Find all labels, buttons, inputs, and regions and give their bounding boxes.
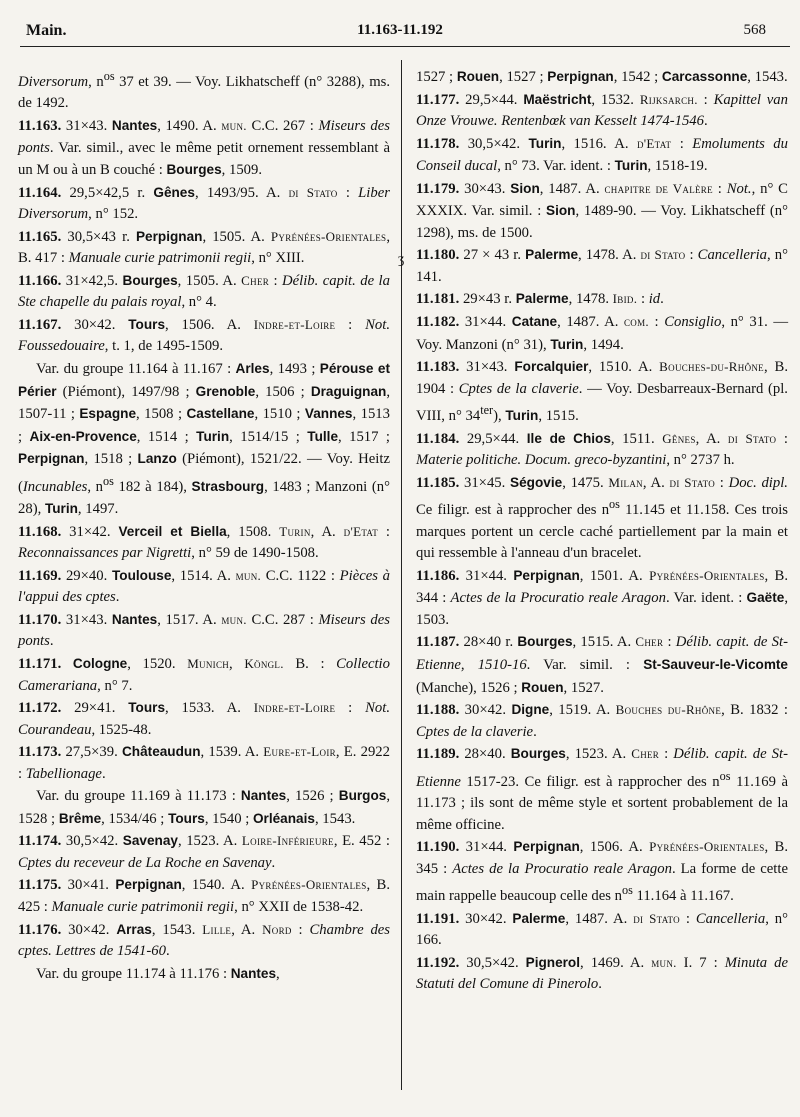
catalog-entry: 11.187. 28×40 r. Bourges, 1515. A. Cher : Délib. capit. de St-Etienne, 1510-16. Var. simil. : St-Sauveur-le-Vicomte (Manche), 1526 ; Rouen, 1527. — [416, 634, 788, 696]
catalog-entry: 11.183. 31×43. Forcalquier, 1510. A. Bouches-du-Rhône, B. 1904 : Cptes de la claverie. — Voy. Desbarreaux-Bernard (pl. VIII, n° $34^{ter}$), Turin, 1515. — [416, 359, 788, 425]
left-column — [18, 66, 390, 985]
catalog-entry: 11.173. 27,5×39. Châteaudun, 1539. A. Eure-et-Loir, E. 2922 : Tabellionage. — [18, 744, 390, 782]
margin-mark: ʒ — [398, 252, 405, 267]
catalog-entry: 11.170. 31×43. Nantes, 1517. A. mun. C.C. 287 : Miseurs des ponts. — [18, 611, 390, 650]
catalog-entry: 11.180. 27 × 43 r. Palerme, 1478. A. di Stato : Cancelleria, n° 141. — [416, 247, 788, 285]
catalog-entry: 1527 ; Rouen, 1527 ; Perpignan, 1542 ; Carcassonne, 1543. — [416, 69, 788, 85]
catalog-entry: 11.171. Cologne, 1520. Munich, Köngl. B. : Collectio Camerariana, n° 7. — [18, 656, 390, 694]
catalog-entry: 11.166. 31×42,5. Bourges, 1505. A. Cher : Délib. capit. de la Ste chapelle du palais royal, n° 4. — [18, 272, 390, 311]
catalog-entry: 11.181. 29×43 r. Palerme, 1478. Ibid. : id. — [416, 291, 664, 308]
catalog-entry: 11.190. 31×44. Perpignan, 1506. A. Pyrénées-Orientales, B. 345 : Actes de la Procuratio reale Aragon. La forme de cette main rappelle beaucoup celle des $n^{os}$ 11.164 à 11.167. — [416, 839, 789, 905]
catalog-entry: Var. du groupe 11.169 à 11.173 : Nantes, 1526 ; Burgos, 1528 ; Brême, 1534/46 ; Tours, 1540 ; Orléanais, 1543. — [18, 788, 390, 827]
page-number: 568 — [743, 22, 766, 38]
catalog-entry: 11.167. 30×42. Tours, 1506. A. Indre-et-Loire : Not. Foussedouaire, t. 1, de 1495-1509. — [18, 316, 390, 355]
catalog-entry: 11.189. 28×40. Bourges, 1523. A. Cher : Délib. capit. de St-Etienne 1517-23. Ce filigr. est à rapprocher des $n^{os}$ 11.169 à 11.173 ; ils sont de même style et sortent probablement de la même officine. — [416, 746, 788, 833]
catalog-entry: 11.163. 31×43. Nantes, 1490. A. mun. C.C. 267 : Miseurs des ponts. Var. simil., avec le même petit ornement ressemblant à un M ou à un B couché : Bourges, 1509. — [18, 117, 390, 179]
catalog-entry: 11.176. 30×42. Arras, 1543. Lille, A. Nord : Chambre des cptes. Lettres de 1541-60. — [18, 921, 391, 960]
catalog-entry: 11.186. 31×44. Perpignan, 1501. A. Pyrénées-Orientales, B. 344 : Actes de la Procuratio reale Aragon. Var. ident. : Gaëte, 1503. — [416, 567, 789, 628]
catalog-entry: 11.175. 30×41. Perpignan, 1540. A. Pyrénées-Orientales, B. 425 : Manuale curie patrimonii regii, n° XXII de 1538-42. — [18, 877, 391, 916]
right-column — [416, 66, 788, 996]
header-rule — [20, 46, 790, 47]
catalog-entry: 11.191. 30×42. Palerme, 1487. A. di Stato : Cancelleria, n° 166. — [416, 910, 788, 949]
catalog-entry: 11.169. 29×40. Toulouse, 1514. A. mun. C.C. 1122 : Pièces à l'appui des cptes. — [18, 567, 390, 606]
catalog-entry: 11.168. 31×42. Verceil et Biella, 1508. Turin, A. d'Etat : Reconnaissances par Nigretti, n° 59 de 1490-1508. — [18, 523, 390, 562]
catalog-entry: 11.188. 30×42. Digne, 1519. A. Bouches du-Rhône, B. 1832 : Cptes de la claverie. — [416, 702, 788, 740]
section-title: Main. — [26, 22, 67, 39]
catalog-entry: 11.178. 30,5×42. Turin, 1516. A. d'Etat : Emoluments du Conseil ducal, n° 73. Var. ident. : Turin, 1518-19. — [416, 135, 788, 175]
catalog-entry: Var. du groupe 11.174 à 11.176 : Nantes, — [36, 965, 280, 982]
catalog-entry: 11.177. 29,5×44. Maëstricht, 1532. Rijksarch. : Kapittel van Onze Vrouwe. Rentenbœk van Kesselt 1474-1546. — [416, 91, 788, 130]
catalog-entry: 11.164. 29,5×42,5 r. Gênes, 1493/95. A. di Stato : Liber Diversorum, n° 152. — [18, 184, 390, 223]
catalog-entry: 11.172. 29×41. Tours, 1533. A. Indre-et-Loire : Not. Courandeau, 1525-48. — [18, 700, 390, 738]
catalog-entry: Var. du groupe 11.164 à 11.167 : Arles, 1493 ; Pérouse et Périer (Piémont), 1497/98 ; Grenoble, 1506 ; Draguignan, 1507-11 ; Espagne, 1508 ; Castellane, 1510 ; Vannes, 1513 ; Aix-en-Provence, 1514 ; Turin, 1514/15 ; Tulle, 1517 ; Perpignan, 1518 ; Lanzo (Piémont), 1521/22. — Voy. Heitz (Incunables, $n^{os}$ 182 à 184), Strasbourg, 1483 ; Manzoni (n° 28), Turin, 1497. — [18, 361, 391, 518]
catalog-entry: 11.174. 30,5×42. Savenay, 1523. A. Loire-Inférieure, E. 452 : Cptes du receveur de La Roche en Savenay. — [18, 833, 390, 871]
catalog-entry: 11.165. 30,5×43 r. Perpignan, 1505. A. Pyrénées-Orientales, B. 417 : Manuale curie patrimonii regii, n° XIII. — [18, 228, 390, 267]
catalog-entry: Diversorum, $n^{os}$ 37 et 39. — Voy. Likhatscheff (n° 3288), ms. de 1492. — [18, 69, 391, 112]
catalog-entry: 11.182. 31×44. Catane, 1487. A. com. : Consiglio, n° 31. — Voy. Manzoni (n° 31), Turin, 1494. — [416, 314, 789, 353]
page-header — [0, 0, 800, 50]
entry-range: 11.163-11.192 — [357, 22, 443, 38]
catalog-entry: 11.184. 29,5×44. Ile de Chios, 1511. Gênes, A. di Stato : Materie politiche. Docum. greco-byzantini, n° 2737 h. — [416, 430, 788, 469]
column-divider — [401, 60, 402, 1090]
catalog-entry: 11.179. 30×43. Sion, 1487. A. chapitre de Valère : Not., n° C XXXIX. Var. simil. : Sion, 1489-90. — Voy. Likhatscheff (n° 1298), ms. de 1500. — [416, 180, 788, 241]
catalog-entry: 11.185. 31×45. Ségovie, 1475. Milan, A. di Stato : Doc. dipl. Ce filigr. est à rapprocher des $n^{os}$ 11.145 et 11.158. Ces trois marques portent un cercle caché partiellement par la main et qui ressemble à l'anneau d'un bracelet. — [416, 474, 789, 562]
catalog-entry: 11.192. 30,5×42. Pignerol, 1469. A. mun. I. 7 : Minuta de Statuti del Comune di Pinerolo. — [416, 954, 788, 993]
